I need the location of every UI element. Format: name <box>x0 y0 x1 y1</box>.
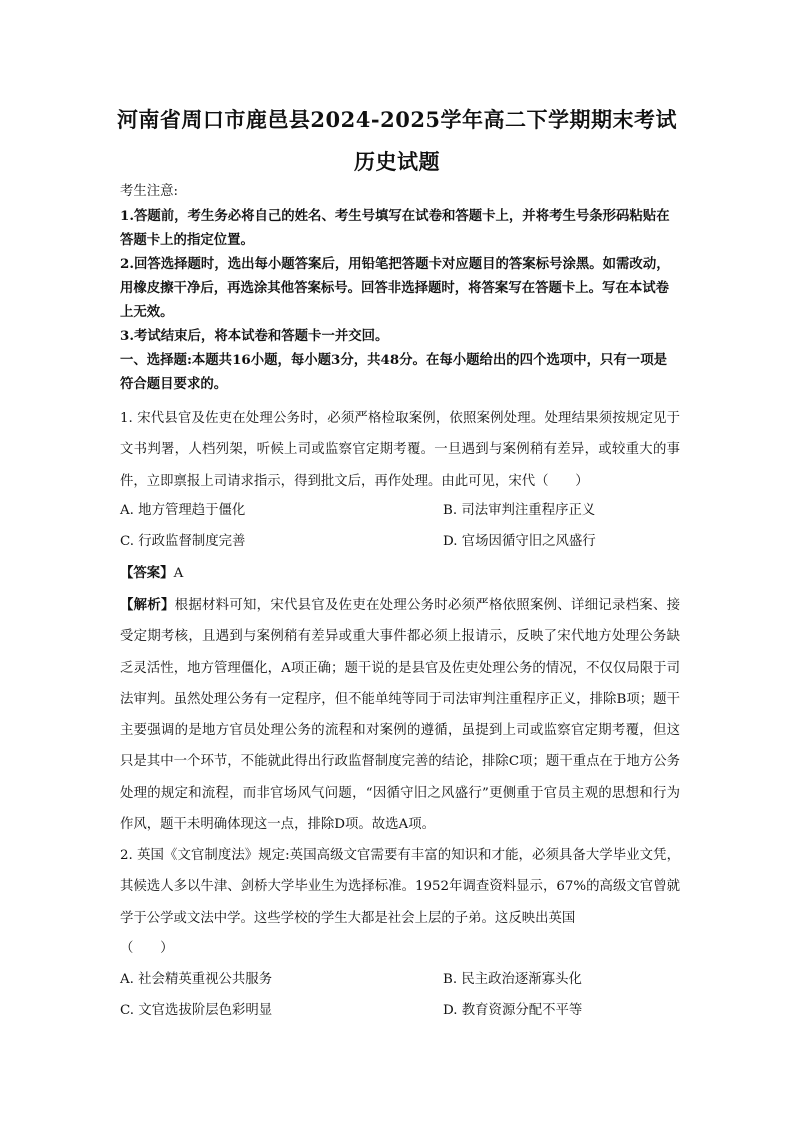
option-d: D. 教育资源分配不平等 <box>443 1003 583 1018</box>
option-a: A. 地方管理趋于僵化 <box>120 503 246 518</box>
notice-block <box>120 180 680 396</box>
option-c: C. 行政监督制度完善 <box>120 534 246 549</box>
analysis-tag: 【解析】 <box>120 597 175 613</box>
page-title: 河南省周口市鹿邑县2024-2025学年高二下学期期末考试 <box>116 107 678 132</box>
option-d: D. 官场因循守旧之风盛行 <box>443 534 596 549</box>
option-a: A. 社会精英重视公共服务 <box>120 972 273 987</box>
analysis-text: 根据材料可知，宋代县官及佐吏在处理公务时必须严格依照案例、详细记录档案、接受定期考核，且遇到与案例稍有差异或重大事件都必须上报请示，反映了宋代地方处理公务缺乏灵活性，地方管理僵化，A项正确；题干说的是县官及佐吏处理公务的情况，不仅仅局限于司法审判。虽然处理公务有一定程序，但不能单纯等同于司法审判注重程序正义，排除B项；题干主要强调的是地方官员处理公务的流程和对案例的遵循，虽提到上司或监察官定期考覆，但这只是其中一个环节，不能就此得出行政监督制度完善的结论，排除C项；题干重点在于地方公务处理的规定和流程，而非官场风气问题，“因循守旧之风盛行”更侧重于官员主观的思想和行为作风，题干未明确体现这一点，排除D项。故选A项。 <box>120 598 681 833</box>
question-1-options-row-2 <box>120 526 680 557</box>
notice-heading: 考生注意: <box>120 184 179 199</box>
question-1-options-row-1 <box>120 495 680 526</box>
answer-value: A <box>173 566 184 581</box>
option-b: B. 司法审判注重程序正义 <box>443 503 596 518</box>
notice-item-1: 1.答题前，考生务必将自己的姓名、考生号填写在试卷和答题卡上，并将考生号条形码粘贴在答题卡上的指定位置。 <box>120 208 670 248</box>
section-heading: 一、选择题:本题共16小题，每小题3分，共48分。在每小题给出的四个选项中，只有一项是符合题目要求的。 <box>120 352 667 392</box>
notice-item-2: 2.回答选择题时，选出每小题答案后，用铅笔把答题卡对应题目的答案标号涂黑。如需改动，用橡皮擦干净后，再选涂其他答案标号。回答非选择题时，将答案写在答题卡上。写在本试卷上无效。 <box>120 256 670 320</box>
question-2-options-row-1 <box>120 964 680 995</box>
question-1-analysis <box>120 590 680 840</box>
option-b: B. 民主政治逐渐寡头化 <box>443 972 582 987</box>
page-subtitle: 历史试题 <box>354 149 440 174</box>
question-2-text: 2. 英国《文官制度法》规定:英国高级文官需要有丰富的知识和才能，必须具备大学毕业文凭，其候选人多以牛津、剑桥大学毕业生为选择标准。1952年调查资料显示，67%的高级文官曾就学于公学或文法中学。这些学校的学生大都是社会上层的子弟。这反映出英国 <box>120 848 680 926</box>
question-2-options-row-2 <box>120 995 680 1026</box>
question-2-stem <box>120 840 680 934</box>
option-c: C. 文官选拔阶层色彩明显 <box>120 1003 273 1018</box>
question-1-answer <box>120 558 680 589</box>
question-2-paren: （ ） <box>120 941 174 956</box>
answer-tag: 【答案】 <box>120 565 174 581</box>
notice-item-3: 3.考试结束后，将本试卷和答题卡一并交回。 <box>120 328 389 344</box>
question-1-stem: 1. 宋代县官及佐吏在处理公务时，必须严格检取案例，依照案例处理。处理结果须按规定见于文书判署，人档列架，听候上司或监察官定期考覆。一旦遇到与案例稍有差异，或较重大的事件，立即禀报上司请求指示，得到批文后，再作处理。由此可见，宋代（ ） <box>120 411 680 489</box>
